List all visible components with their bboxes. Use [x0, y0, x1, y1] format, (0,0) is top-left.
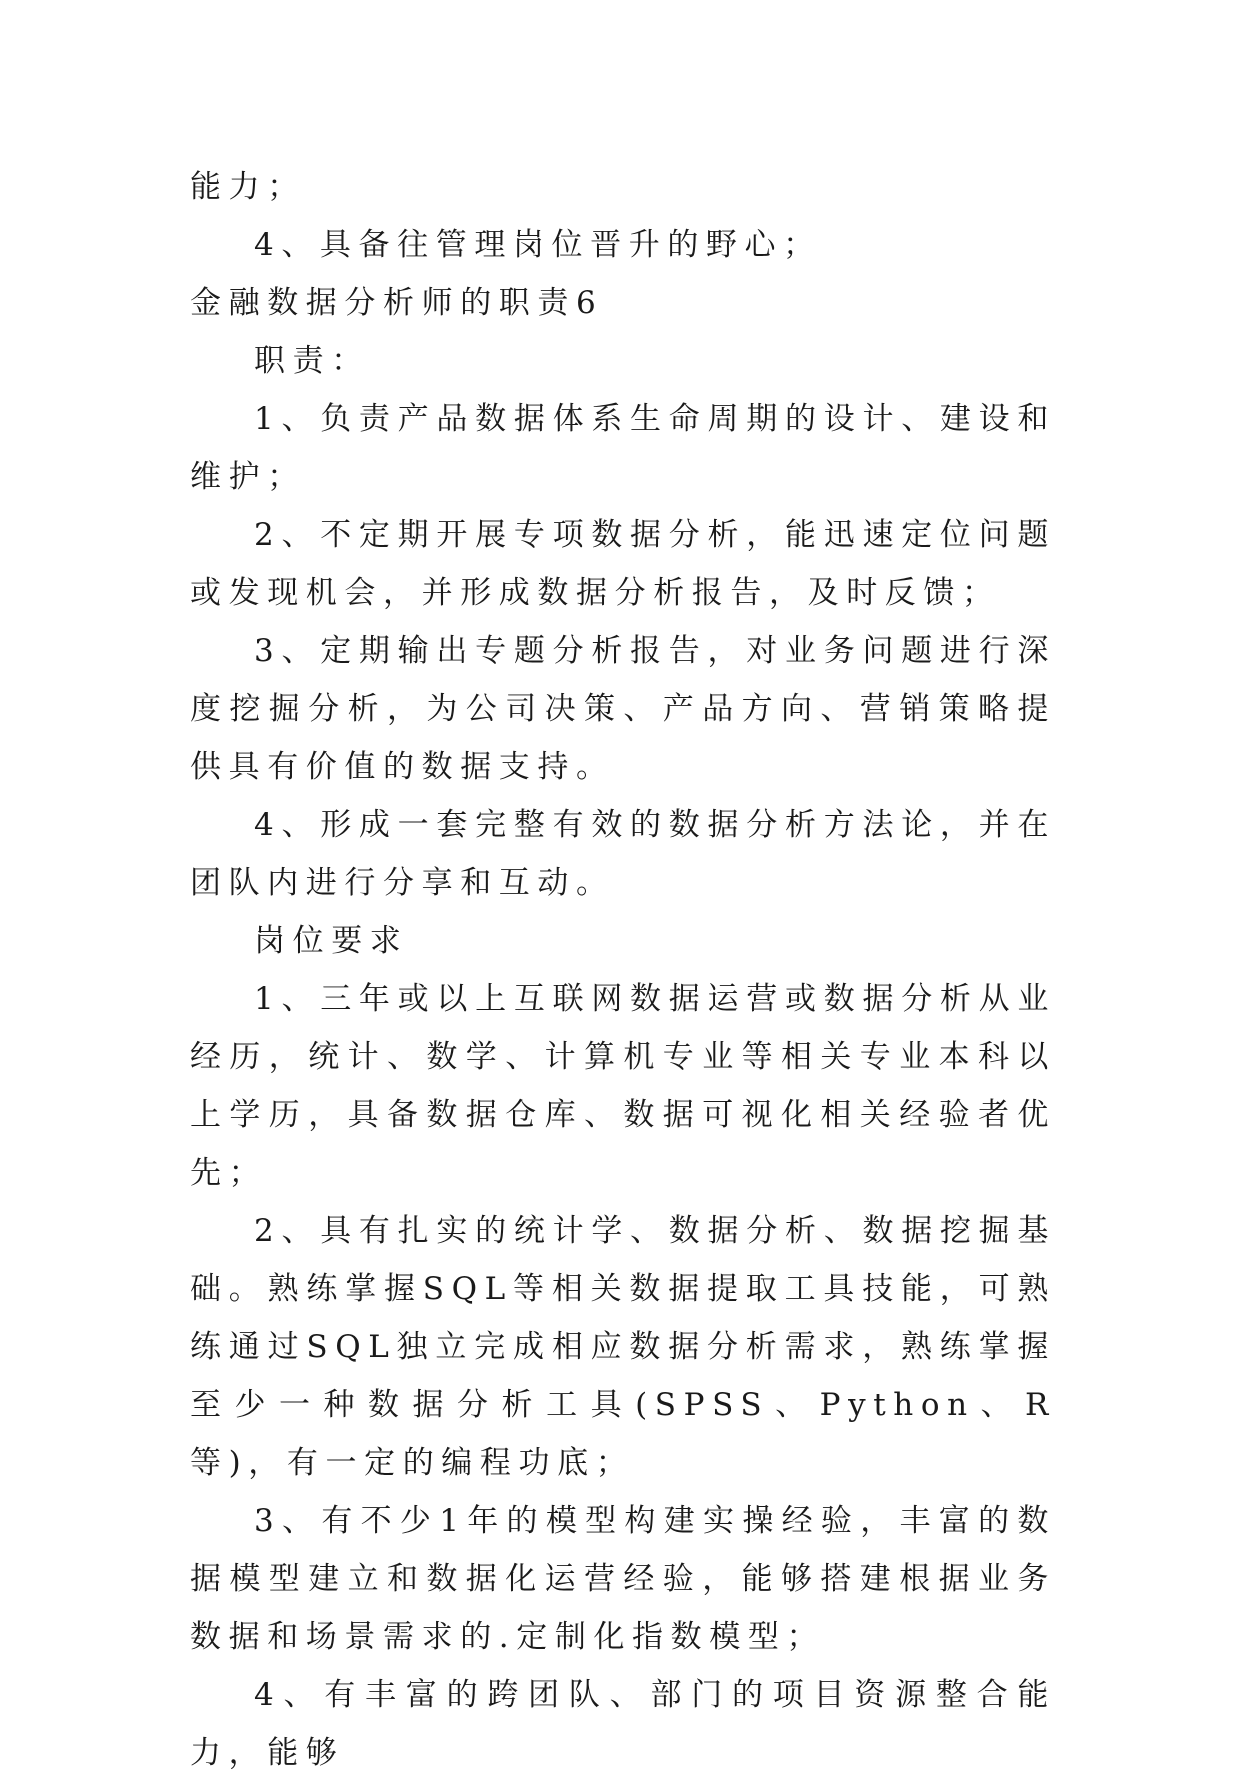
- paragraph-duty-3: 3、定期输出专题分析报告，对业务问题进行深度挖掘分析，为公司决策、产品方向、营销策略提供具有价值的数据支持。: [190, 633, 1056, 785]
- paragraph-requirement-4b: 4、有丰富的跨团队、部门的项目资源整合能力，能够: [190, 1677, 1056, 1771]
- paragraph-duty-2: 2、不定期开展专项数据分析，能迅速定位问题或发现机会，并形成数据分析报告，及时反馈；: [190, 517, 1056, 611]
- subheading-requirements: 岗位要求: [254, 923, 409, 959]
- document-body: [190, 158, 1056, 1782]
- paragraph-requirement-3: 3、有不少1年的模型构建实操经验，丰富的数据模型建立和数据化运营经验，能够搭建根据业务数据和场景需求的.定制化指数模型；: [190, 1503, 1056, 1655]
- paragraph-duty-1: 1、负责产品数据体系生命周期的设计、建设和维护；: [190, 401, 1056, 495]
- paragraph-duty-4: 4、形成一套完整有效的数据分析方法论，并在团队内进行分享和互动。: [190, 807, 1056, 901]
- paragraph-requirement-4: 4、具备往管理岗位晋升的野心；: [254, 227, 822, 263]
- paragraph-requirement-2: 2、具有扎实的统计学、数据分析、数据挖掘基础。熟练掌握SQL等相关数据提取工具技能，可熟练通过SQL独立完成相应数据分析需求，熟练掌握至少一种数据分析工具(SPSS、Python、R等)，有一定的编程功底；: [190, 1213, 1056, 1481]
- subheading-duties: 职责：: [254, 343, 370, 379]
- paragraph-requirement-1: 1、三年或以上互联网数据运营或数据分析从业经历，统计、数学、计算机专业等相关专业本科以上学历，具备数据仓库、数据可视化相关经验者优先；: [190, 981, 1056, 1191]
- paragraph-continuation: 能力；: [190, 169, 306, 205]
- section-heading: 金融数据分析师的职责6: [190, 285, 604, 321]
